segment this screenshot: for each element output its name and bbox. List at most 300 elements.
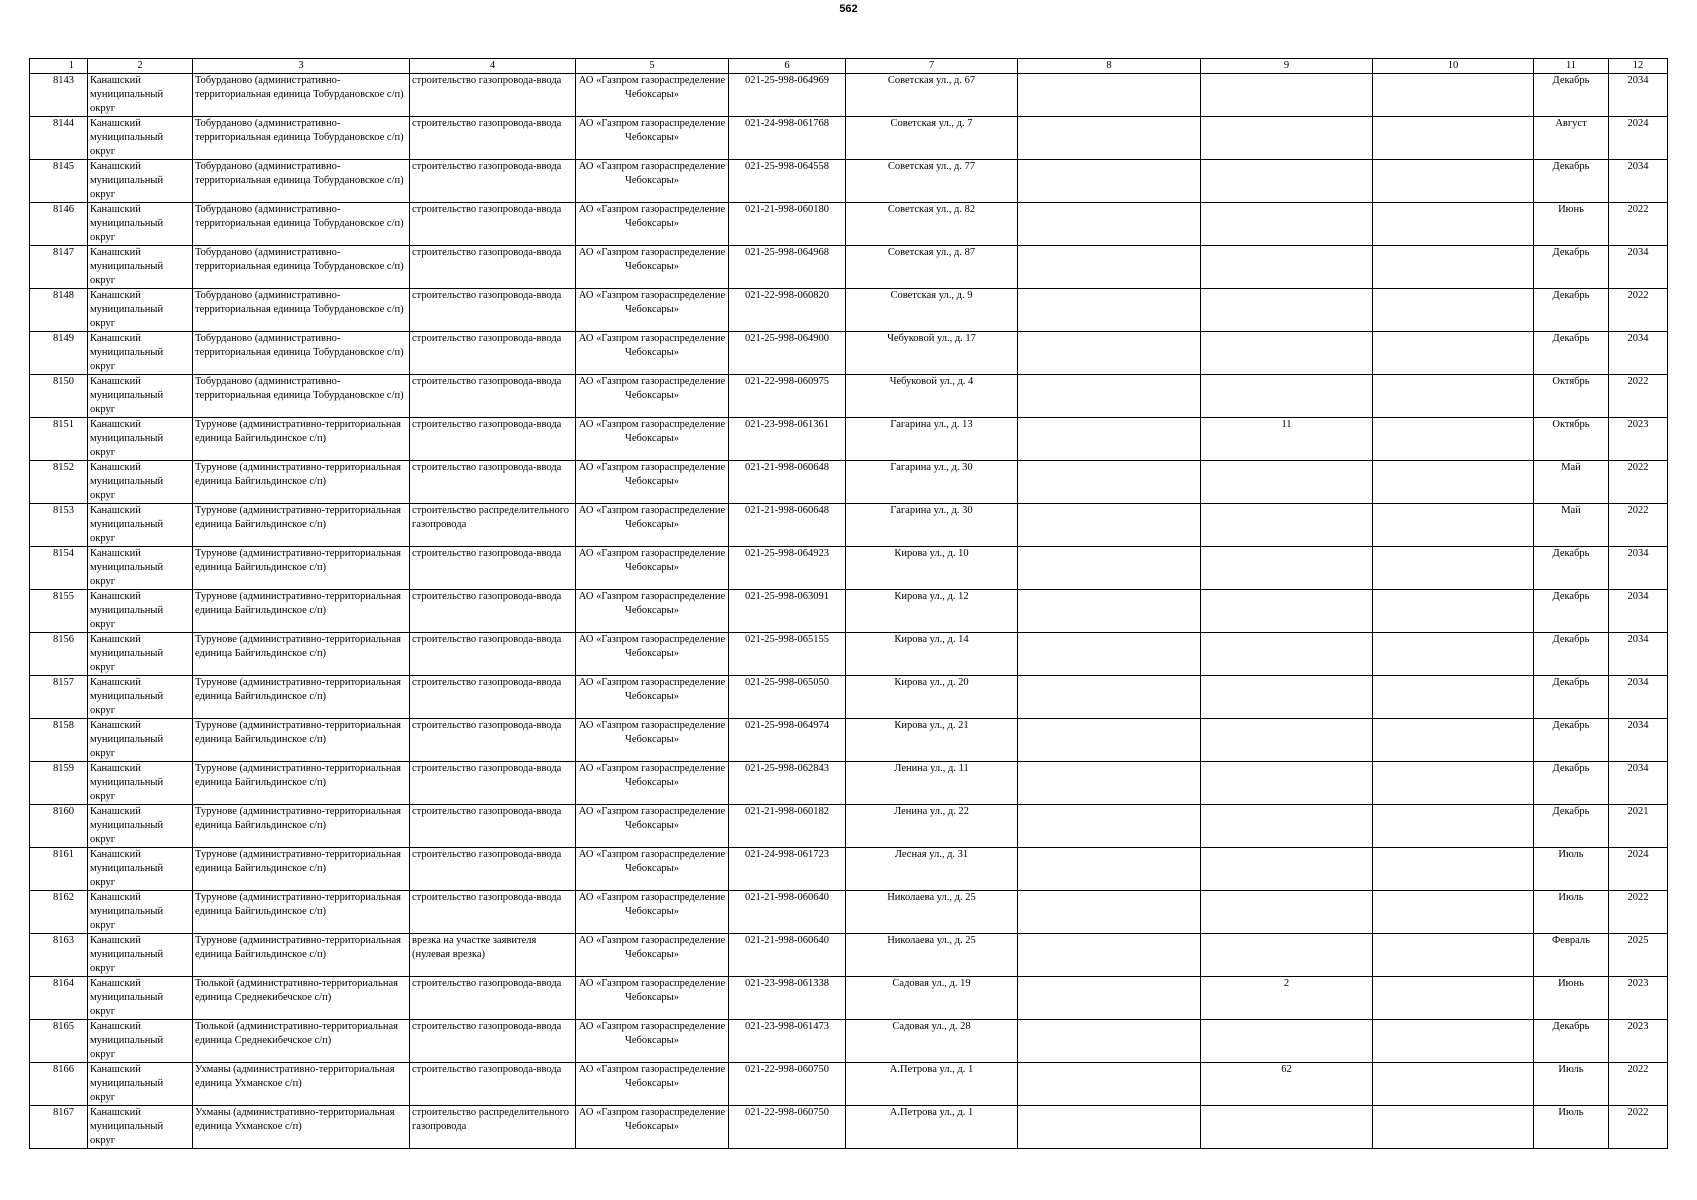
cell-work-type: строительство газопровода-ввода (410, 977, 576, 1020)
cell-col-9 (1201, 1020, 1373, 1063)
cell-row-number: 8150 (30, 375, 88, 418)
cell-settlement: Тобурданово (административно-территориальная единица Тобурдановское с/п) (193, 74, 410, 117)
table-row (30, 246, 1668, 289)
cell-work-type: строительство распределительного газопровода (410, 1106, 576, 1149)
column-header-10: 10 (1373, 59, 1534, 74)
cell-work-type: строительство газопровода-ввода (410, 1020, 576, 1063)
column-header-8: 8 (1018, 59, 1201, 74)
cell-organization: АО «Газпром газораспределение Чебоксары» (576, 246, 729, 289)
cell-col-8 (1018, 977, 1201, 1020)
cell-organization: АО «Газпром газораспределение Чебоксары» (576, 332, 729, 375)
cell-organization: АО «Газпром газораспределение Чебоксары» (576, 74, 729, 117)
cell-municipality: Канашский муниципальный округ (88, 375, 193, 418)
column-header-6: 6 (729, 59, 846, 74)
cell-municipality: Канашский муниципальный округ (88, 74, 193, 117)
cell-col-9 (1201, 676, 1373, 719)
cell-col-10 (1373, 246, 1534, 289)
cell-settlement: Турунове (административно-территориальная единица Байгильдинское с/п) (193, 848, 410, 891)
table-row (30, 1063, 1668, 1106)
table-row (30, 805, 1668, 848)
cell-row-number: 8156 (30, 633, 88, 676)
table-row (30, 74, 1668, 117)
cell-col-8 (1018, 762, 1201, 805)
cell-month: Июль (1534, 848, 1609, 891)
cell-row-number: 8163 (30, 934, 88, 977)
cell-col-9: 62 (1201, 1063, 1373, 1106)
cell-application-number: 021-22-998-060820 (729, 289, 846, 332)
table-body (30, 74, 1668, 1149)
cell-col-8 (1018, 848, 1201, 891)
cell-col-9 (1201, 160, 1373, 203)
cell-month: Май (1534, 504, 1609, 547)
cell-work-type: строительство газопровода-ввода (410, 160, 576, 203)
cell-col-9 (1201, 289, 1373, 332)
cell-settlement: Ухманы (административно-территориальная единица Ухманское с/п) (193, 1063, 410, 1106)
cell-organization: АО «Газпром газораспределение Чебоксары» (576, 977, 729, 1020)
cell-municipality: Канашский муниципальный округ (88, 1020, 193, 1063)
cell-month: Декабрь (1534, 160, 1609, 203)
cell-col-9 (1201, 461, 1373, 504)
cell-settlement: Турунове (административно-территориальная единица Байгильдинское с/п) (193, 590, 410, 633)
table-row (30, 633, 1668, 676)
column-header-3: 3 (193, 59, 410, 74)
cell-settlement: Тобурданово (административно-территориальная единица Тобурдановское с/п) (193, 289, 410, 332)
cell-organization: АО «Газпром газораспределение Чебоксары» (576, 633, 729, 676)
cell-col-10 (1373, 805, 1534, 848)
cell-organization: АО «Газпром газораспределение Чебоксары» (576, 934, 729, 977)
column-header-2: 2 (88, 59, 193, 74)
cell-month: Октябрь (1534, 375, 1609, 418)
cell-settlement: Тюлькой (административно-территориальная единица Среднекибечское с/п) (193, 1020, 410, 1063)
cell-application-number: 021-25-998-063091 (729, 590, 846, 633)
cell-municipality: Канашский муниципальный округ (88, 977, 193, 1020)
cell-settlement: Тобурданово (административно-территориальная единица Тобурдановское с/п) (193, 160, 410, 203)
cell-year: 2021 (1609, 805, 1668, 848)
cell-col-9 (1201, 891, 1373, 934)
cell-address: Советская ул., д. 77 (846, 160, 1018, 203)
cell-organization: АО «Газпром газораспределение Чебоксары» (576, 160, 729, 203)
cell-application-number: 021-21-998-060640 (729, 891, 846, 934)
cell-col-10 (1373, 848, 1534, 891)
cell-row-number: 8151 (30, 418, 88, 461)
cell-row-number: 8158 (30, 719, 88, 762)
cell-year: 2022 (1609, 1106, 1668, 1149)
column-header-1: 1 (30, 59, 88, 74)
cell-municipality: Канашский муниципальный округ (88, 848, 193, 891)
cell-col-8 (1018, 74, 1201, 117)
cell-month: Декабрь (1534, 590, 1609, 633)
cell-col-10 (1373, 203, 1534, 246)
cell-col-9 (1201, 117, 1373, 160)
cell-col-10 (1373, 418, 1534, 461)
cell-settlement: Тобурданово (административно-территориальная единица Тобурдановское с/п) (193, 203, 410, 246)
cell-col-8 (1018, 1020, 1201, 1063)
cell-work-type: строительство газопровода-ввода (410, 590, 576, 633)
table-row (30, 891, 1668, 934)
table-row (30, 1106, 1668, 1149)
cell-col-8 (1018, 418, 1201, 461)
cell-settlement: Тобурданово (административно-территориальная единица Тобурдановское с/п) (193, 332, 410, 375)
cell-row-number: 8145 (30, 160, 88, 203)
cell-address: Николаева ул., д. 25 (846, 934, 1018, 977)
cell-col-10 (1373, 504, 1534, 547)
cell-row-number: 8164 (30, 977, 88, 1020)
cell-month: Декабрь (1534, 74, 1609, 117)
cell-organization: АО «Газпром газораспределение Чебоксары» (576, 891, 729, 934)
cell-col-9 (1201, 590, 1373, 633)
cell-col-9 (1201, 848, 1373, 891)
cell-address: Гагарина ул., д. 30 (846, 504, 1018, 547)
table-row (30, 375, 1668, 418)
cell-application-number: 021-25-998-064974 (729, 719, 846, 762)
cell-address: Советская ул., д. 82 (846, 203, 1018, 246)
registry-table (29, 58, 1668, 1149)
table-row (30, 676, 1668, 719)
cell-row-number: 8155 (30, 590, 88, 633)
cell-address: Советская ул., д. 87 (846, 246, 1018, 289)
cell-row-number: 8166 (30, 1063, 88, 1106)
cell-col-10 (1373, 461, 1534, 504)
cell-year: 2034 (1609, 719, 1668, 762)
cell-year: 2034 (1609, 590, 1668, 633)
cell-col-9 (1201, 762, 1373, 805)
page-number: 562 (839, 3, 858, 15)
cell-address: Ленина ул., д. 22 (846, 805, 1018, 848)
cell-municipality: Канашский муниципальный округ (88, 289, 193, 332)
column-header-11: 11 (1534, 59, 1609, 74)
table-row (30, 977, 1668, 1020)
cell-application-number: 021-22-998-060750 (729, 1106, 846, 1149)
table-row (30, 590, 1668, 633)
cell-address: Чебуковой ул., д. 4 (846, 375, 1018, 418)
cell-col-9 (1201, 633, 1373, 676)
cell-row-number: 8143 (30, 74, 88, 117)
cell-year: 2034 (1609, 74, 1668, 117)
cell-row-number: 8159 (30, 762, 88, 805)
cell-col-10 (1373, 547, 1534, 590)
cell-col-8 (1018, 375, 1201, 418)
cell-col-9 (1201, 805, 1373, 848)
cell-settlement: Тобурданово (административно-территориальная единица Тобурдановское с/п) (193, 375, 410, 418)
cell-month: Декабрь (1534, 246, 1609, 289)
column-header-4: 4 (410, 59, 576, 74)
cell-col-10 (1373, 934, 1534, 977)
cell-month: Февраль (1534, 934, 1609, 977)
cell-work-type: строительство газопровода-ввода (410, 418, 576, 461)
cell-col-9 (1201, 934, 1373, 977)
cell-col-8 (1018, 891, 1201, 934)
cell-year: 2023 (1609, 418, 1668, 461)
cell-col-8 (1018, 332, 1201, 375)
cell-col-10 (1373, 289, 1534, 332)
cell-year: 2034 (1609, 676, 1668, 719)
table-row (30, 160, 1668, 203)
cell-application-number: 021-25-998-064923 (729, 547, 846, 590)
cell-col-8 (1018, 934, 1201, 977)
cell-row-number: 8152 (30, 461, 88, 504)
cell-application-number: 021-21-998-060182 (729, 805, 846, 848)
cell-municipality: Канашский муниципальный округ (88, 504, 193, 547)
cell-col-9 (1201, 547, 1373, 590)
cell-work-type: строительство газопровода-ввода (410, 203, 576, 246)
cell-work-type: строительство газопровода-ввода (410, 676, 576, 719)
cell-settlement: Турунове (административно-территориальная единица Байгильдинское с/п) (193, 461, 410, 504)
cell-organization: АО «Газпром газораспределение Чебоксары» (576, 117, 729, 160)
cell-month: Декабрь (1534, 289, 1609, 332)
cell-work-type: строительство газопровода-ввода (410, 375, 576, 418)
cell-address: Кирова ул., д. 20 (846, 676, 1018, 719)
cell-application-number: 021-24-998-061723 (729, 848, 846, 891)
cell-col-8 (1018, 719, 1201, 762)
cell-application-number: 021-25-998-062843 (729, 762, 846, 805)
cell-month: Декабрь (1534, 719, 1609, 762)
cell-year: 2022 (1609, 1063, 1668, 1106)
cell-year: 2034 (1609, 160, 1668, 203)
cell-municipality: Канашский муниципальный округ (88, 719, 193, 762)
cell-year: 2022 (1609, 461, 1668, 504)
cell-col-10 (1373, 719, 1534, 762)
cell-col-10 (1373, 633, 1534, 676)
cell-month: Август (1534, 117, 1609, 160)
cell-year: 2024 (1609, 117, 1668, 160)
cell-year: 2025 (1609, 934, 1668, 977)
cell-organization: АО «Газпром газораспределение Чебоксары» (576, 375, 729, 418)
cell-col-10 (1373, 332, 1534, 375)
cell-col-8 (1018, 289, 1201, 332)
cell-col-9 (1201, 332, 1373, 375)
table-row (30, 848, 1668, 891)
column-header-9: 9 (1201, 59, 1373, 74)
column-header-7: 7 (846, 59, 1018, 74)
cell-municipality: Канашский муниципальный округ (88, 418, 193, 461)
cell-application-number: 021-25-998-064968 (729, 246, 846, 289)
cell-col-10 (1373, 1020, 1534, 1063)
cell-col-8 (1018, 246, 1201, 289)
cell-address: Николаева ул., д. 25 (846, 891, 1018, 934)
cell-col-10 (1373, 891, 1534, 934)
cell-municipality: Канашский муниципальный округ (88, 934, 193, 977)
cell-year: 2034 (1609, 762, 1668, 805)
cell-col-8 (1018, 203, 1201, 246)
cell-month: Декабрь (1534, 762, 1609, 805)
cell-settlement: Турунове (административно-территориальная единица Байгильдинское с/п) (193, 633, 410, 676)
cell-organization: АО «Газпром газораспределение Чебоксары» (576, 676, 729, 719)
cell-address: Советская ул., д. 9 (846, 289, 1018, 332)
cell-work-type: строительство газопровода-ввода (410, 332, 576, 375)
cell-address: Лесная ул., д. 31 (846, 848, 1018, 891)
cell-address: Кирова ул., д. 21 (846, 719, 1018, 762)
cell-year: 2022 (1609, 203, 1668, 246)
cell-month: Июнь (1534, 977, 1609, 1020)
cell-work-type: строительство газопровода-ввода (410, 547, 576, 590)
cell-settlement: Тобурданово (административно-территориальная единица Тобурдановское с/п) (193, 117, 410, 160)
cell-address: Советская ул., д. 67 (846, 74, 1018, 117)
cell-col-8 (1018, 461, 1201, 504)
cell-settlement: Тобурданово (административно-территориальная единица Тобурдановское с/п) (193, 246, 410, 289)
cell-month: Декабрь (1534, 805, 1609, 848)
column-header-12: 12 (1609, 59, 1668, 74)
cell-work-type: строительство газопровода-ввода (410, 891, 576, 934)
cell-address: Садовая ул., д. 28 (846, 1020, 1018, 1063)
cell-settlement: Турунове (административно-территориальная единица Байгильдинское с/п) (193, 719, 410, 762)
cell-col-9 (1201, 1106, 1373, 1149)
cell-row-number: 8154 (30, 547, 88, 590)
cell-col-8 (1018, 117, 1201, 160)
cell-organization: АО «Газпром газораспределение Чебоксары» (576, 203, 729, 246)
cell-work-type: строительство распределительного газопровода (410, 504, 576, 547)
cell-year: 2023 (1609, 977, 1668, 1020)
cell-municipality: Канашский муниципальный округ (88, 891, 193, 934)
cell-application-number: 021-21-998-060640 (729, 934, 846, 977)
cell-address: Садовая ул., д. 19 (846, 977, 1018, 1020)
cell-year: 2034 (1609, 633, 1668, 676)
cell-work-type: строительство газопровода-ввода (410, 719, 576, 762)
cell-col-9 (1201, 74, 1373, 117)
cell-organization: АО «Газпром газораспределение Чебоксары» (576, 848, 729, 891)
cell-organization: АО «Газпром газораспределение Чебоксары» (576, 504, 729, 547)
cell-col-8 (1018, 590, 1201, 633)
cell-settlement: Турунове (административно-территориальная единица Байгильдинское с/п) (193, 934, 410, 977)
cell-address: Кирова ул., д. 14 (846, 633, 1018, 676)
cell-work-type: строительство газопровода-ввода (410, 848, 576, 891)
cell-row-number: 8161 (30, 848, 88, 891)
cell-application-number: 021-21-998-060648 (729, 461, 846, 504)
cell-municipality: Канашский муниципальный округ (88, 332, 193, 375)
cell-address: Кирова ул., д. 10 (846, 547, 1018, 590)
cell-settlement: Ухманы (административно-территориальная единица Ухманское с/п) (193, 1106, 410, 1149)
table-row (30, 332, 1668, 375)
cell-col-8 (1018, 1106, 1201, 1149)
cell-organization: АО «Газпром газораспределение Чебоксары» (576, 1063, 729, 1106)
cell-work-type: строительство газопровода-ввода (410, 289, 576, 332)
cell-address: Ленина ул., д. 11 (846, 762, 1018, 805)
table-row (30, 203, 1668, 246)
cell-settlement: Турунове (административно-территориальная единица Байгильдинское с/п) (193, 547, 410, 590)
cell-month: Июль (1534, 1106, 1609, 1149)
cell-year: 2022 (1609, 504, 1668, 547)
table-row (30, 461, 1668, 504)
cell-work-type: строительство газопровода-ввода (410, 117, 576, 160)
cell-application-number: 021-25-998-065155 (729, 633, 846, 676)
cell-month: Июль (1534, 1063, 1609, 1106)
cell-organization: АО «Газпром газораспределение Чебоксары» (576, 1106, 729, 1149)
table-row (30, 719, 1668, 762)
cell-col-8 (1018, 160, 1201, 203)
cell-month: Октябрь (1534, 418, 1609, 461)
cell-municipality: Канашский муниципальный округ (88, 762, 193, 805)
table-row (30, 1020, 1668, 1063)
cell-col-10 (1373, 117, 1534, 160)
cell-col-9 (1201, 203, 1373, 246)
cell-municipality: Канашский муниципальный округ (88, 547, 193, 590)
cell-address: А.Петрова ул., д. 1 (846, 1106, 1018, 1149)
cell-work-type: строительство газопровода-ввода (410, 805, 576, 848)
cell-organization: АО «Газпром газораспределение Чебоксары» (576, 805, 729, 848)
cell-col-9 (1201, 719, 1373, 762)
cell-row-number: 8148 (30, 289, 88, 332)
cell-organization: АО «Газпром газораспределение Чебоксары» (576, 418, 729, 461)
cell-application-number: 021-25-998-064900 (729, 332, 846, 375)
cell-col-10 (1373, 375, 1534, 418)
cell-address: Гагарина ул., д. 30 (846, 461, 1018, 504)
cell-row-number: 8157 (30, 676, 88, 719)
cell-application-number: 021-25-998-065050 (729, 676, 846, 719)
cell-col-9: 11 (1201, 418, 1373, 461)
table-header-row (30, 59, 1668, 74)
cell-col-10 (1373, 74, 1534, 117)
cell-col-9 (1201, 246, 1373, 289)
cell-municipality: Канашский муниципальный округ (88, 633, 193, 676)
cell-year: 2034 (1609, 547, 1668, 590)
cell-address: Гагарина ул., д. 13 (846, 418, 1018, 461)
cell-col-8 (1018, 633, 1201, 676)
cell-col-10 (1373, 1106, 1534, 1149)
cell-organization: АО «Газпром газораспределение Чебоксары» (576, 590, 729, 633)
cell-address: Чебуковой ул., д. 17 (846, 332, 1018, 375)
cell-application-number: 021-21-998-060648 (729, 504, 846, 547)
cell-work-type: строительство газопровода-ввода (410, 461, 576, 504)
cell-municipality: Канашский муниципальный округ (88, 117, 193, 160)
cell-col-8 (1018, 805, 1201, 848)
cell-application-number: 021-25-998-064969 (729, 74, 846, 117)
cell-row-number: 8147 (30, 246, 88, 289)
cell-organization: АО «Газпром газораспределение Чебоксары» (576, 762, 729, 805)
cell-municipality: Канашский муниципальный округ (88, 1106, 193, 1149)
cell-year: 2022 (1609, 375, 1668, 418)
cell-month: Декабрь (1534, 633, 1609, 676)
cell-col-10 (1373, 676, 1534, 719)
table-row (30, 762, 1668, 805)
cell-year: 2024 (1609, 848, 1668, 891)
cell-settlement: Турунове (административно-территориальная единица Байгильдинское с/п) (193, 418, 410, 461)
cell-work-type: строительство газопровода-ввода (410, 246, 576, 289)
cell-work-type: строительство газопровода-ввода (410, 762, 576, 805)
table-row (30, 117, 1668, 160)
cell-month: Декабрь (1534, 676, 1609, 719)
cell-col-8 (1018, 504, 1201, 547)
cell-organization: АО «Газпром газораспределение Чебоксары» (576, 461, 729, 504)
cell-row-number: 8144 (30, 117, 88, 160)
cell-month: Декабрь (1534, 547, 1609, 590)
cell-col-8 (1018, 676, 1201, 719)
cell-col-8 (1018, 1063, 1201, 1106)
cell-address: Кирова ул., д. 12 (846, 590, 1018, 633)
cell-address: А.Петрова ул., д. 1 (846, 1063, 1018, 1106)
cell-settlement: Турунове (административно-территориальная единица Байгильдинское с/п) (193, 504, 410, 547)
cell-col-10 (1373, 977, 1534, 1020)
cell-month: Май (1534, 461, 1609, 504)
cell-col-8 (1018, 547, 1201, 590)
cell-col-10 (1373, 160, 1534, 203)
cell-row-number: 8149 (30, 332, 88, 375)
cell-application-number: 021-21-998-060180 (729, 203, 846, 246)
cell-col-9 (1201, 504, 1373, 547)
cell-address: Советская ул., д. 7 (846, 117, 1018, 160)
cell-organization: АО «Газпром газораспределение Чебоксары» (576, 719, 729, 762)
cell-settlement: Турунове (административно-территориальная единица Байгильдинское с/п) (193, 805, 410, 848)
cell-municipality: Канашский муниципальный округ (88, 246, 193, 289)
cell-organization: АО «Газпром газораспределение Чебоксары» (576, 1020, 729, 1063)
cell-col-10 (1373, 762, 1534, 805)
cell-row-number: 8162 (30, 891, 88, 934)
cell-application-number: 021-25-998-064558 (729, 160, 846, 203)
table-row (30, 418, 1668, 461)
cell-year: 2034 (1609, 332, 1668, 375)
cell-work-type: врезка на участке заявителя (нулевая врезка) (410, 934, 576, 977)
cell-settlement: Тюлькой (административно-территориальная единица Среднекибечское с/п) (193, 977, 410, 1020)
cell-municipality: Канашский муниципальный округ (88, 590, 193, 633)
cell-organization: АО «Газпром газораспределение Чебоксары» (576, 547, 729, 590)
